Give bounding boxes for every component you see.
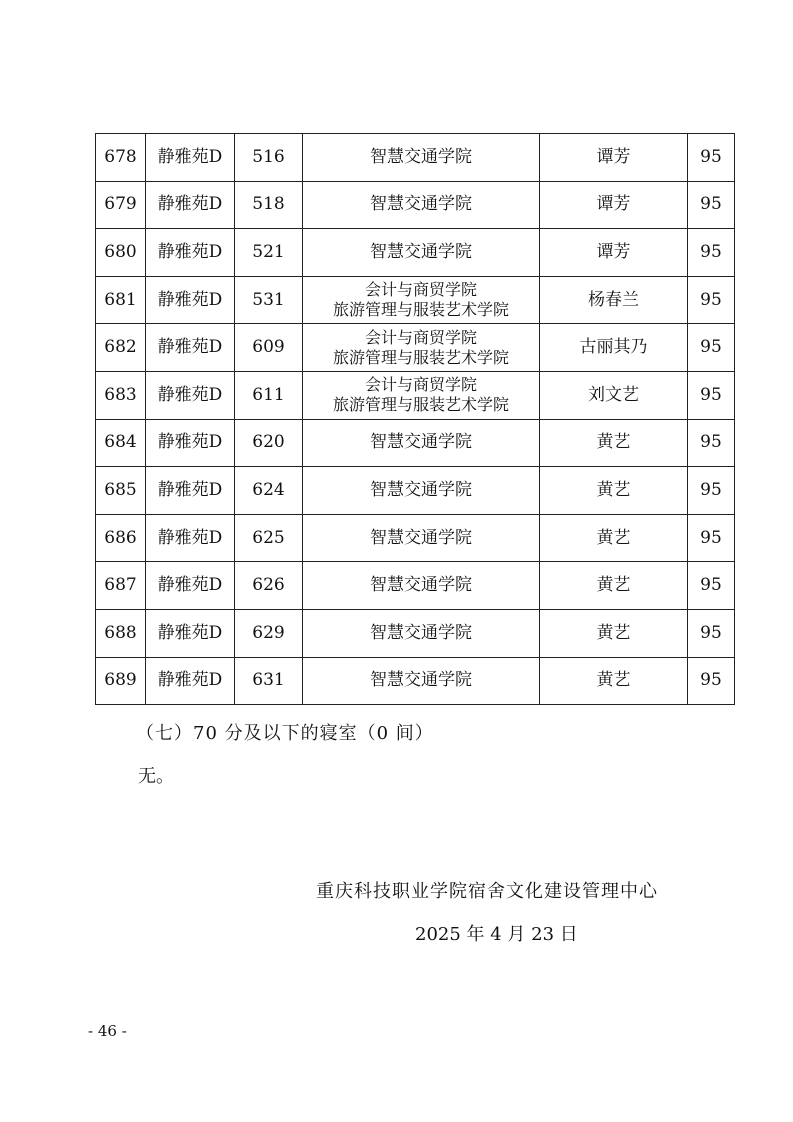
table-row <box>96 229 735 277</box>
score-cell: 95 <box>688 467 735 515</box>
score-cell: 95 <box>688 419 735 467</box>
building-cell: 静雅苑D <box>146 419 235 467</box>
college-cell <box>303 276 540 324</box>
row-number-cell: 686 <box>96 514 146 562</box>
college-cell <box>303 467 540 515</box>
score-cell: 95 <box>688 609 735 657</box>
table-row <box>96 371 735 419</box>
college-name: 会计与商贸学院 <box>364 327 477 347</box>
college-cell <box>303 609 540 657</box>
score-cell: 95 <box>688 181 735 229</box>
college-name: 智慧交通学院 <box>370 432 472 453</box>
college-cell <box>303 181 540 229</box>
manager-cell: 黄艺 <box>540 562 688 610</box>
building-cell: 静雅苑D <box>146 181 235 229</box>
college-cell <box>303 562 540 610</box>
issue-date: 2025 年 4 月 23 日 <box>415 924 578 945</box>
section-heading: （七）70 分及以下的寝室（0 间） <box>136 723 434 744</box>
building-cell: 静雅苑D <box>146 467 235 515</box>
college-name: 会计与商贸学院 <box>364 375 477 395</box>
table-row <box>96 419 735 467</box>
college-name: 旅游管理与服装艺术学院 <box>332 395 509 415</box>
row-number-cell: 685 <box>96 467 146 515</box>
row-number-cell: 681 <box>96 276 146 324</box>
page-number: - 46 - <box>88 1022 127 1040</box>
row-number-cell: 682 <box>96 324 146 372</box>
building-cell: 静雅苑D <box>146 276 235 324</box>
score-cell: 95 <box>688 657 735 705</box>
row-number-cell: 688 <box>96 609 146 657</box>
college-name: 智慧交通学院 <box>370 670 472 691</box>
college-name: 会计与商贸学院 <box>364 280 477 300</box>
building-cell: 静雅苑D <box>146 609 235 657</box>
college-name: 旅游管理与服装艺术学院 <box>332 300 509 320</box>
building-cell: 静雅苑D <box>146 562 235 610</box>
college-name: 智慧交通学院 <box>370 241 472 262</box>
table-body <box>96 134 735 705</box>
manager-cell: 古丽其乃 <box>540 324 688 372</box>
dormitory-score-table <box>95 133 735 705</box>
table-row <box>96 562 735 610</box>
room-number-cell: 516 <box>235 134 303 182</box>
issuer-signature: 重庆科技职业学院宿舍文化建设管理中心 <box>316 881 658 902</box>
room-number-cell: 626 <box>235 562 303 610</box>
row-number-cell: 687 <box>96 562 146 610</box>
college-cell <box>303 514 540 562</box>
score-cell: 95 <box>688 276 735 324</box>
building-cell: 静雅苑D <box>146 324 235 372</box>
table-row <box>96 276 735 324</box>
building-cell: 静雅苑D <box>146 229 235 277</box>
college-cell <box>303 134 540 182</box>
college-cell <box>303 419 540 467</box>
manager-cell: 刘文艺 <box>540 371 688 419</box>
college-name: 智慧交通学院 <box>370 146 472 167</box>
college-name: 智慧交通学院 <box>370 622 472 643</box>
college-name: 旅游管理与服装艺术学院 <box>332 347 509 367</box>
score-cell: 95 <box>688 134 735 182</box>
table-row <box>96 467 735 515</box>
college-cell <box>303 324 540 372</box>
manager-cell: 谭芳 <box>540 134 688 182</box>
row-number-cell: 679 <box>96 181 146 229</box>
manager-cell: 黄艺 <box>540 657 688 705</box>
room-number-cell: 625 <box>235 514 303 562</box>
college-cell <box>303 657 540 705</box>
room-number-cell: 521 <box>235 229 303 277</box>
table-row <box>96 514 735 562</box>
manager-cell: 黄艺 <box>540 467 688 515</box>
manager-cell: 谭芳 <box>540 181 688 229</box>
table-row <box>96 324 735 372</box>
table-row <box>96 609 735 657</box>
score-cell: 95 <box>688 324 735 372</box>
college-cell <box>303 229 540 277</box>
college-cell <box>303 371 540 419</box>
section-content: 无。 <box>138 766 174 787</box>
building-cell: 静雅苑D <box>146 134 235 182</box>
table-row <box>96 657 735 705</box>
score-cell: 95 <box>688 229 735 277</box>
building-cell: 静雅苑D <box>146 514 235 562</box>
college-name: 智慧交通学院 <box>370 479 472 500</box>
room-number-cell: 531 <box>235 276 303 324</box>
row-number-cell: 684 <box>96 419 146 467</box>
room-number-cell: 620 <box>235 419 303 467</box>
room-number-cell: 631 <box>235 657 303 705</box>
room-number-cell: 609 <box>235 324 303 372</box>
table-row <box>96 181 735 229</box>
room-number-cell: 624 <box>235 467 303 515</box>
room-number-cell: 518 <box>235 181 303 229</box>
table-row <box>96 134 735 182</box>
manager-cell: 杨春兰 <box>540 276 688 324</box>
room-number-cell: 629 <box>235 609 303 657</box>
room-number-cell: 611 <box>235 371 303 419</box>
manager-cell: 谭芳 <box>540 229 688 277</box>
row-number-cell: 678 <box>96 134 146 182</box>
row-number-cell: 689 <box>96 657 146 705</box>
college-name: 智慧交通学院 <box>370 194 472 215</box>
manager-cell: 黄艺 <box>540 609 688 657</box>
building-cell: 静雅苑D <box>146 371 235 419</box>
manager-cell: 黄艺 <box>540 514 688 562</box>
row-number-cell: 680 <box>96 229 146 277</box>
score-cell: 95 <box>688 371 735 419</box>
building-cell: 静雅苑D <box>146 657 235 705</box>
score-cell: 95 <box>688 514 735 562</box>
row-number-cell: 683 <box>96 371 146 419</box>
manager-cell: 黄艺 <box>540 419 688 467</box>
college-name: 智慧交通学院 <box>370 527 472 548</box>
college-name: 智慧交通学院 <box>370 575 472 596</box>
score-cell: 95 <box>688 562 735 610</box>
